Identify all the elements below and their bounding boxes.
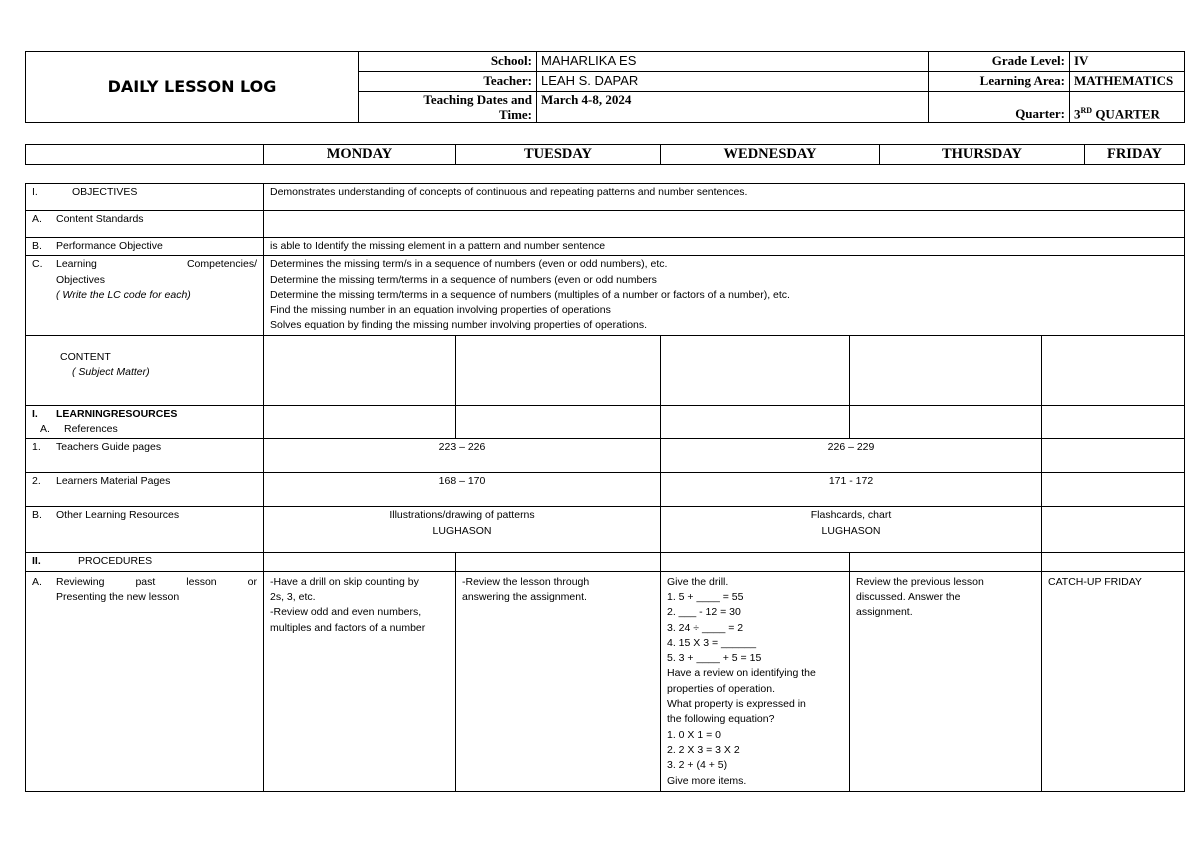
learners-material-friday	[1042, 473, 1185, 507]
other-resources-mt-line2: LUGHASON	[432, 524, 492, 537]
review-label-word3: lesson	[186, 575, 217, 588]
review-tuesday-line: -Review the lesson through	[462, 575, 590, 588]
review-monday-line: -Have a drill on skip counting by	[270, 575, 419, 588]
content-thursday	[850, 335, 1042, 405]
content-monday	[264, 335, 456, 405]
review-wednesday-line: the following equation?	[667, 713, 775, 726]
review-wednesday-line: 5. 3 + ____ + 5 = 15	[667, 652, 762, 665]
objectives-label	[26, 184, 264, 211]
content-standards-value	[264, 211, 1185, 238]
review-monday	[264, 571, 456, 791]
review-wednesday-line: 1. 0 X 1 = 0	[667, 728, 721, 741]
review-thursday	[850, 571, 1042, 791]
objectives-text: OBJECTIVES	[72, 186, 138, 198]
content-standards-label	[26, 211, 264, 238]
quarter-value	[1070, 92, 1185, 123]
content-standards-row	[26, 211, 1185, 238]
teachers-guide-label	[26, 439, 264, 473]
teachers-guide-wed-thu: 226 – 229	[661, 439, 1042, 473]
other-resources-mt-line1: Illustrations/drawing of patterns	[389, 509, 535, 522]
review-thursday-line: discussed. Answer the	[856, 590, 961, 603]
competency-line: Determine the missing term/terms in a sequence of numbers (even or odd numbers	[270, 273, 657, 286]
review-friday	[1042, 571, 1185, 791]
teaching-dates-label-line1: Teaching Dates and	[423, 92, 532, 107]
competency-line: Determines the missing term/s in a sequence of numbers (even or odd numbers), etc.	[270, 258, 668, 271]
quarter-suffix: RD	[1080, 105, 1093, 115]
performance-value: is able to Identify the missing element in a pattern and number sentence	[264, 238, 1185, 256]
resources-thursday	[850, 405, 1042, 439]
resources-wednesday	[661, 405, 850, 439]
procedures-monday	[264, 553, 456, 571]
content-wednesday	[661, 335, 850, 405]
procedures-thursday	[850, 553, 1042, 571]
competencies-note: ( Write the LC code for each)	[56, 288, 191, 301]
quarter-text: QUARTER	[1092, 106, 1160, 121]
teaching-dates-value: March 4-8, 2024	[537, 92, 929, 123]
review-thursday-line: assignment.	[856, 606, 913, 619]
day-friday: FRIDAY	[1085, 145, 1185, 165]
content-standards-num: A.	[32, 213, 42, 225]
objectives-num: I.	[32, 186, 38, 198]
competency-line: Find the missing number in an equation involving properties of operations	[270, 304, 611, 317]
other-resources-num: B.	[32, 509, 42, 522]
other-resources-text: Other Learning Resources	[56, 509, 180, 522]
review-wednesday-line: Give the drill.	[667, 575, 729, 588]
page-title: DAILY LESSON LOG	[26, 52, 359, 123]
review-friday-line: CATCH-UP FRIDAY	[1048, 575, 1142, 588]
review-wednesday-line: 4. 15 X 3 = ______	[667, 636, 757, 649]
other-resources-wt-line2: LUGHASON	[821, 524, 881, 537]
review-wednesday-line: 3. 2 + (4 + 5)	[667, 759, 728, 772]
references-text: References	[64, 423, 118, 436]
references-num: A.	[40, 423, 50, 436]
review-wednesday-line: 2. ___ - 12 = 30	[667, 606, 741, 619]
school-label: School:	[359, 52, 537, 72]
learners-material-label	[26, 473, 264, 507]
competencies-label-a: Learning	[56, 258, 97, 271]
review-monday-line: 2s, 3, etc.	[270, 590, 316, 603]
competency-line: Solves equation by finding the missing number involving properties of operations.	[270, 319, 648, 332]
days-blank-cell	[26, 145, 264, 165]
learning-resources-label	[26, 405, 264, 439]
other-resources-wt-line1: Flashcards, chart	[810, 509, 892, 522]
objectives-row	[26, 184, 1185, 211]
lesson-table	[25, 183, 1185, 792]
teachers-guide-row	[26, 439, 1185, 473]
performance-row	[26, 238, 1185, 256]
learners-material-mon-tue: 168 – 170	[264, 473, 661, 507]
competencies-value	[264, 256, 1185, 335]
review-num: A.	[32, 575, 42, 588]
procedures-label	[26, 553, 264, 571]
teachers-guide-friday	[1042, 439, 1185, 473]
procedures-row	[26, 553, 1185, 571]
teachers-guide-mon-tue: 223 – 226	[264, 439, 661, 473]
competencies-label	[26, 256, 264, 335]
resources-friday	[1042, 405, 1185, 439]
content-row	[26, 335, 1185, 405]
review-thursday-line: Review the previous lesson	[856, 575, 984, 588]
review-label-word1: Reviewing	[56, 575, 105, 588]
learning-resources-row	[26, 405, 1185, 439]
procedures-friday	[1042, 553, 1185, 571]
content-note: ( Subject Matter)	[72, 366, 150, 379]
learners-material-wed-thu: 171 - 172	[661, 473, 1042, 507]
review-label-line2: Presenting the new lesson	[56, 590, 180, 603]
performance-num: B.	[32, 240, 42, 252]
competencies-label-b: Competencies/	[186, 258, 257, 271]
review-label	[26, 571, 264, 791]
content-standards-text: Content Standards	[56, 213, 144, 225]
learning-resources-num: I.	[32, 407, 38, 420]
review-label-word4: or	[247, 575, 257, 588]
review-wednesday-line: 1. 5 + ____ = 55	[667, 590, 744, 603]
day-wednesday: WEDNESDAY	[661, 145, 880, 165]
day-thursday: THURSDAY	[880, 145, 1085, 165]
learning-resources-text: LEARNINGRESOURCES	[56, 407, 178, 420]
review-wednesday-line: Have a review on identifying the	[667, 667, 816, 680]
competencies-num: C.	[32, 258, 43, 271]
other-resources-label	[26, 507, 264, 553]
teaching-dates-label	[359, 92, 537, 123]
other-resources-mon-tue	[264, 507, 661, 553]
content-title: CONTENT	[60, 350, 111, 363]
competency-line: Determine the missing term/terms in a sequence of numbers (multiples of a number or factors of a number), etc.	[270, 288, 790, 301]
school-value: MAHARLIKA ES	[537, 52, 929, 72]
learning-area-label: Learning Area:	[929, 72, 1070, 92]
objectives-value: Demonstrates understanding of concepts of continuous and repeating patterns and number sentences.	[264, 184, 1185, 211]
procedures-num: II.	[32, 555, 41, 568]
day-tuesday: TUESDAY	[456, 145, 661, 165]
review-label-word2: past	[135, 575, 156, 588]
review-row	[26, 571, 1185, 791]
review-wednesday	[661, 571, 850, 791]
review-wednesday-line: Give more items.	[667, 774, 747, 787]
review-wednesday-line: properties of operation.	[667, 682, 775, 695]
days-header-table	[25, 144, 1185, 165]
procedures-tuesday	[456, 553, 661, 571]
grade-level-label: Grade Level:	[929, 52, 1070, 72]
teaching-dates-label-line2: Time:	[499, 107, 532, 122]
day-monday: MONDAY	[264, 145, 456, 165]
review-wednesday-line: 2. 2 X 3 = 3 X 2	[667, 743, 740, 756]
header-table	[25, 51, 1185, 123]
other-resources-friday	[1042, 507, 1185, 553]
performance-label	[26, 238, 264, 256]
resources-tuesday	[456, 405, 661, 439]
learners-material-num: 2.	[32, 475, 41, 488]
content-tuesday	[456, 335, 661, 405]
competencies-label-c: Objectives	[56, 273, 106, 286]
content-friday	[1042, 335, 1185, 405]
review-wednesday-line: 3. 24 ÷ ____ = 2	[667, 621, 744, 634]
competencies-row	[26, 256, 1185, 335]
teacher-value: LEAH S. DAPAR	[537, 72, 929, 92]
review-wednesday-line: What property is expressed in	[667, 698, 806, 711]
learners-material-text: Learners Material Pages	[56, 475, 171, 488]
learning-area-value: MATHEMATICS	[1070, 72, 1185, 92]
teachers-guide-text: Teachers Guide pages	[56, 441, 162, 454]
review-tuesday	[456, 571, 661, 791]
other-resources-row	[26, 507, 1185, 553]
quarter-label: Quarter:	[929, 92, 1070, 123]
resources-monday	[264, 405, 456, 439]
other-resources-wed-thu	[661, 507, 1042, 553]
review-tuesday-line: answering the assignment.	[462, 590, 587, 603]
procedures-wednesday	[661, 553, 850, 571]
review-monday-line: -Review odd and even numbers,	[270, 606, 422, 619]
procedures-text: PROCEDURES	[78, 555, 153, 568]
review-monday-line: multiples and factors of a number	[270, 621, 426, 634]
content-label	[26, 335, 264, 405]
grade-level-value: IV	[1070, 52, 1185, 72]
teachers-guide-num: 1.	[32, 441, 41, 454]
teacher-label: Teacher:	[359, 72, 537, 92]
learners-material-row	[26, 473, 1185, 507]
performance-text: Performance Objective	[56, 240, 163, 252]
quarter-number: 3	[1074, 106, 1081, 121]
